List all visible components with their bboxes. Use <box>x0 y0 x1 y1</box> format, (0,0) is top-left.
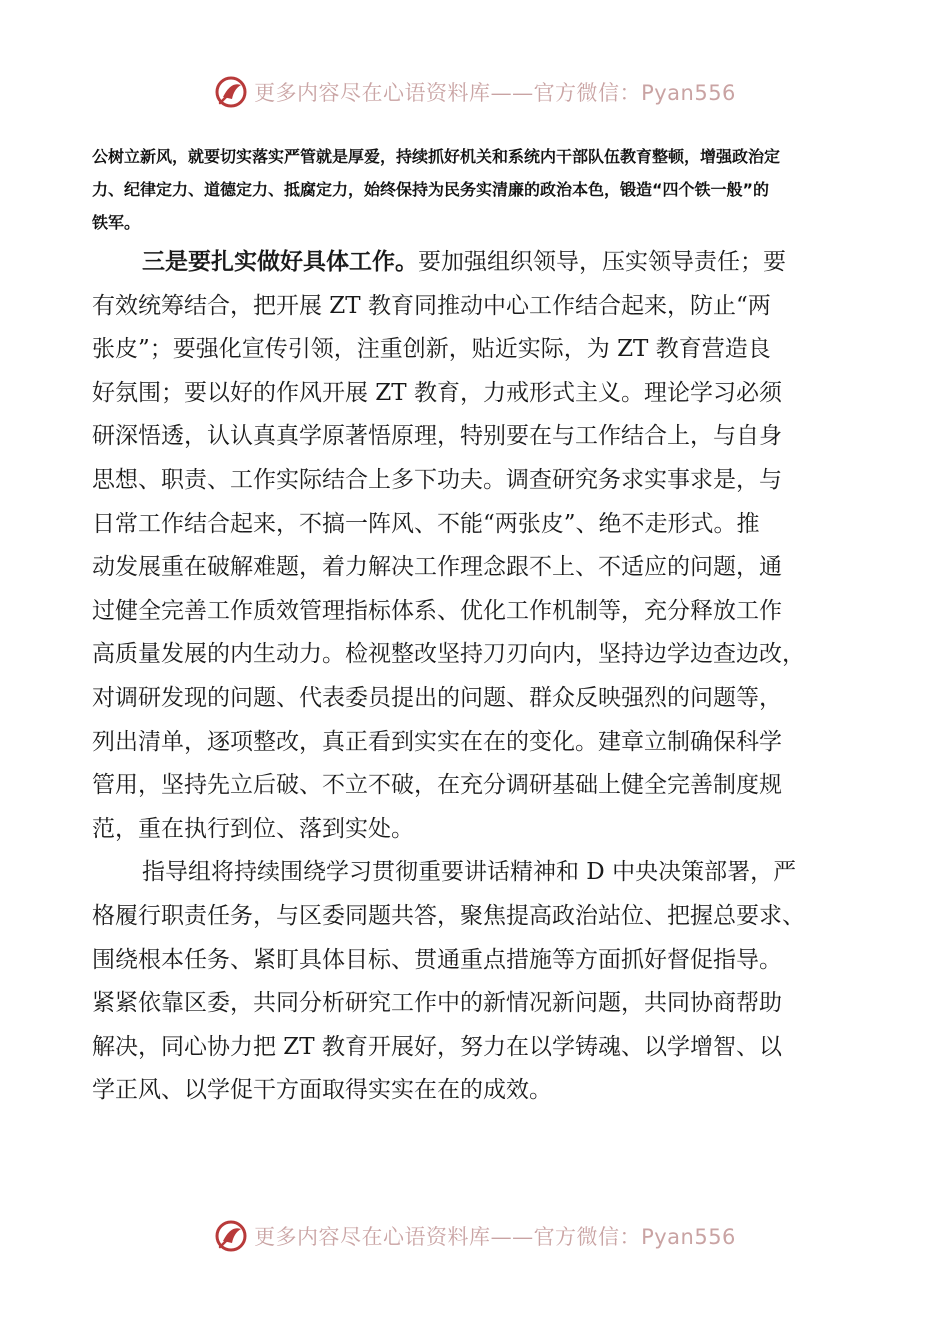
footer-banner-dash: —— <box>490 1225 534 1249</box>
paragraph-2-line: 对调研发现的问题、代表委员提出的问题、群众反映强烈的问题等， <box>92 684 782 711</box>
paragraph-2-lead: 三是要扎实做好具体工作。 <box>142 248 418 275</box>
paragraph-2-first-line-rest: 要加强组织领导，压实领导责任；要 <box>418 249 786 275</box>
paragraph-3-line: 格履行职责任务，与区委同题共答，聚焦提高政治站位、把握总要求、 <box>92 902 805 929</box>
paragraph-2-line: 过健全完善工作质效管理指标体系、优化工作机制等，充分释放工作 <box>92 597 782 624</box>
paragraph-2-line: 日常工作结合起来，不搞一阵风、不能“两张皮”、绝不走形式。推 <box>92 510 760 537</box>
footer-banner <box>0 1214 950 1258</box>
paragraph-2-line: 研深悟透，认认真真学原著悟原理，特别要在与工作结合上，与自身 <box>92 423 782 450</box>
header-banner-text <box>254 77 736 107</box>
footer-banner-wx-label: 官方微信： <box>533 1225 642 1249</box>
header-banner <box>0 70 950 114</box>
top-line: 力、纪律定力、道德定力、抵腐定力，始终保持为民务实清廉的政治本色，锻造“四个铁一般”的 <box>92 180 770 199</box>
header-banner-wx-id: Pyan556 <box>641 81 736 105</box>
footer-banner-main: 更多内容尽在心语资料库 <box>254 1225 491 1249</box>
paragraph-2-line: 列出清单，逐项整改，真正看到实实在在的变化。建章立制确保科学 <box>92 728 782 755</box>
paragraph-2-line: 范，重在执行到位、落到实处。 <box>92 815 414 842</box>
footer-banner-text <box>254 1221 736 1251</box>
paragraph-2-line: 好氛围；要以好的作风开展 ZT 教育，力戒形式主义。理论学习必须 <box>92 379 782 406</box>
paragraph-2-line: 高质量发展的内生动力。检视整改坚持刀刃向内，坚持边学边查边改， <box>92 641 805 668</box>
paragraph-2-line: 张皮”；要强化宣传引领，注重创新，贴近实际，为 ZT 教育营造良 <box>92 336 771 363</box>
top-line: 铁军。 <box>92 213 141 232</box>
paragraph-3-line: 紧紧依靠区委，共同分析研究工作中的新情况新问题，共同协商帮助 <box>92 990 782 1017</box>
footer-banner-wx-id: Pyan556 <box>641 1225 736 1249</box>
top-line: 公树立新风，就要切实落实严管就是厚爱，持续抓好机关和系统内干部队伍教育整顿，增强政治定 <box>92 147 781 166</box>
paragraph-2-line: 思想、职责、工作实际结合上多下功夫。调查研究务求实事求是，与 <box>92 466 782 493</box>
paragraph-3-line: 解决，同心协力把 ZT 教育开展好，努力在以学铸魂、以学增智、以 <box>92 1033 782 1060</box>
logo-icon <box>214 75 248 109</box>
paragraph-2-line: 管用，坚持先立后破、不立不破，在充分调研基础上健全完善制度规 <box>92 772 782 799</box>
header-banner-wx-label: 官方微信： <box>533 81 642 105</box>
logo-icon <box>214 1219 248 1253</box>
paragraph-3-line: 围绕根本任务、紧盯具体目标、贯通重点措施等方面抓好督促指导。 <box>92 946 782 973</box>
header-banner-dash: —— <box>490 81 534 105</box>
main-body <box>92 240 882 1113</box>
paragraph-2-first-line <box>92 240 882 285</box>
paragraph-3-line: 指导组将持续围绕学习贯彻重要讲话精神和 D 中央决策部署，严 <box>142 859 797 886</box>
paragraph-2-line: 动发展重在破解难题，着力解决工作理念跟不上、不适应的问题，通 <box>92 554 782 581</box>
header-banner-main: 更多内容尽在心语资料库 <box>254 81 491 105</box>
top-paragraph <box>92 140 862 239</box>
paragraph-3-line: 学正风、以学促干方面取得实实在在的成效。 <box>92 1077 552 1104</box>
paragraph-2-line: 有效统筹结合，把开展 ZT 教育同推动中心工作结合起来，防止“两 <box>92 292 771 319</box>
